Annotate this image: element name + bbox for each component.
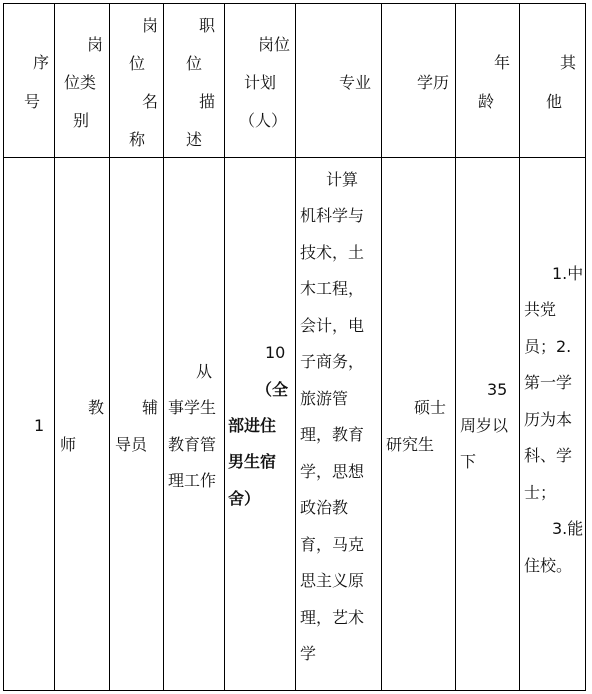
- cell-position-name: 导员: [115, 435, 148, 454]
- header-description: 述: [186, 130, 203, 149]
- header-age: 年: [494, 53, 511, 72]
- header-major: 专业: [339, 73, 372, 92]
- header-description: 描: [199, 92, 216, 111]
- cell-major: 技术，土: [300, 243, 365, 262]
- cell-major: 理，艺术: [300, 608, 365, 627]
- cell-seq: 1: [34, 416, 45, 435]
- cell-category: 师: [60, 435, 77, 454]
- header-position-name: 岗: [142, 16, 159, 35]
- header-category: 别: [73, 111, 90, 130]
- cell-other: 共党: [524, 300, 557, 319]
- cell-other: 3.能: [552, 519, 584, 538]
- cell-major: 学，思想: [300, 462, 365, 481]
- header-row: [4, 4, 587, 157]
- cell-other: 科、学: [524, 446, 573, 465]
- cell-position-plan: 舍）: [228, 489, 261, 508]
- cell-major: 计算: [326, 170, 359, 189]
- cell-age: 35: [487, 380, 508, 399]
- cell-position-name: 辅: [142, 398, 159, 417]
- header-category: 岗: [87, 35, 104, 54]
- cell-description: 理工作: [168, 471, 217, 490]
- cell-description: 教育管: [168, 435, 217, 454]
- header-position-name: 名: [142, 92, 159, 111]
- cell-position-plan: 男生宿: [228, 452, 277, 471]
- cell-age: 下: [460, 452, 477, 471]
- cell-other: 第一学: [524, 373, 573, 392]
- cell-description: 事学生: [168, 398, 217, 417]
- header-seq: 序: [33, 53, 50, 72]
- cell-major: 子商务，: [300, 352, 365, 371]
- cell-major: 机科学与: [300, 206, 365, 225]
- header-category: 位类: [64, 73, 97, 92]
- cell-major: 育，马克: [300, 535, 365, 554]
- cell-education: 硕士: [414, 398, 447, 417]
- table-row: [4, 158, 587, 690]
- header-position-plan: 计划: [244, 73, 277, 92]
- cell-category: 教: [88, 398, 105, 417]
- header-other: 其: [560, 53, 577, 72]
- cell-description: 从: [196, 362, 213, 381]
- header-age: 龄: [478, 92, 495, 111]
- header-position-plan: （人）: [239, 111, 288, 130]
- cell-major: 思主义原: [300, 571, 365, 590]
- cell-position-plan: 部进住: [228, 416, 277, 435]
- cell-education: 研究生: [386, 435, 435, 454]
- header-position-name: 位: [129, 54, 146, 73]
- header-description: 位: [186, 54, 203, 73]
- header-position-plan: 岗位: [258, 35, 291, 54]
- cell-age: 周岁以: [460, 416, 509, 435]
- cell-position-plan: （全: [256, 380, 289, 399]
- header-seq: 号: [24, 92, 41, 111]
- cell-other: 士；: [524, 483, 557, 502]
- recruitment-table: [3, 3, 586, 691]
- cell-major: 政治教: [300, 498, 349, 517]
- cell-major: 旅游管: [300, 389, 349, 408]
- header-description: 职: [199, 16, 216, 35]
- cell-other: 住校。: [524, 556, 573, 575]
- cell-position-plan: 10: [265, 343, 286, 362]
- cell-major: 理，教育: [300, 425, 365, 444]
- cell-other: 历为本: [524, 410, 573, 429]
- cell-major: 学: [300, 644, 317, 663]
- cell-other: 员；2.: [524, 337, 572, 356]
- cell-major: 木工程，: [300, 279, 365, 298]
- cell-other: 1.中: [552, 264, 584, 283]
- header-position-name: 称: [129, 130, 146, 149]
- cell-major: 会计，电: [300, 316, 365, 335]
- header-education: 学历: [417, 73, 450, 92]
- header-other: 他: [546, 92, 563, 111]
